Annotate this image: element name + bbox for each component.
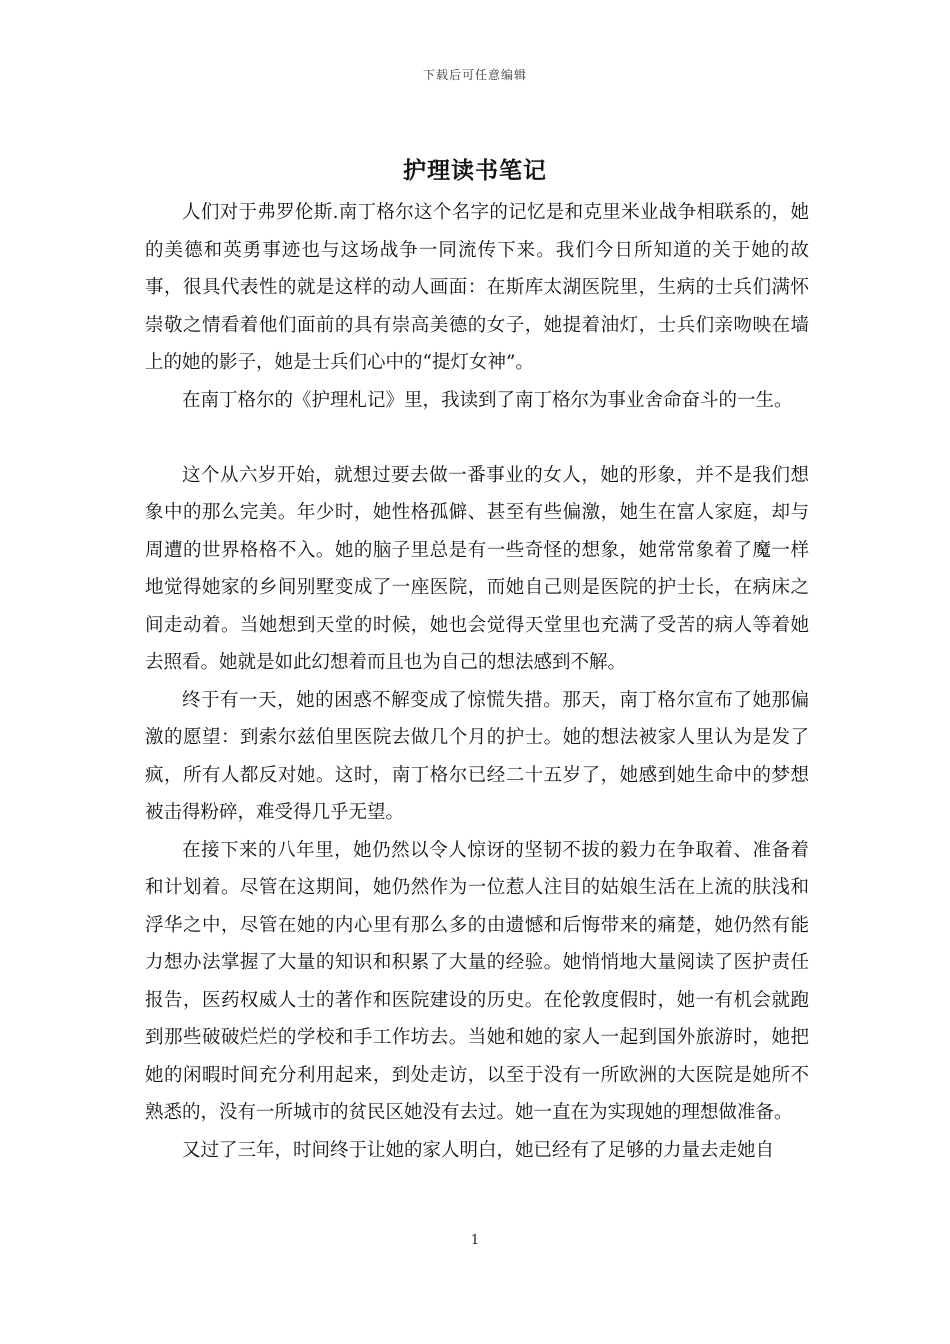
paragraph-spacer [145,419,809,457]
paragraph: 人们对于弗罗伦斯.南丁格尔这个名字的记忆是和克里米业战争相联系的，她的美德和英勇事迹也与这场战争一同流传下来。我们今日所知道的关于她的故事，很具代表性的就是这样的动人画面：在斯库太湖医院里，生病的士兵们满怀崇敬之情看着他们面前的具有崇高美德的女子，她提着油灯，士兵们亲吻映在墙上的她的影子，她是士兵们心中的“提灯女神”。 [145,202,809,373]
paragraph: 又过了三年，时间终于让她的家人明白，她已经有了足够的力量去走她自 [182,1139,775,1161]
document-body [145,194,809,1169]
paragraph: 这个从六岁开始，就想过要去做一番事业的女人，她的形象，并不是我们想象中的那么完美。年少时，她性格孤僻、甚至有些偏激，她生在富人家庭，却与周遭的世界格格不入。她的脑子里总是有一些奇怪的想象，她常常象着了魔一样地觉得她家的乡间别墅变成了一座医院，而她自己则是医院的护士长，在病床之间走动着。当她想到天堂的时候，她也会觉得天堂里也充满了受苦的病人等着她去照看。她就是如此幻想着而且也为自己的想法感到不解。 [145,464,809,673]
paragraph: 终于有一天，她的困惑不解变成了惊慌失措。那天，南丁格尔宣布了她那偏激的愿望：到索尔兹伯里医院去做几个月的护士。她的想法被家人里认为是发了疯，所有人都反对她。这时，南丁格尔已经二十五岁了，她感到她生命中的梦想被击得粉碎，难受得几乎无望。 [145,689,809,823]
paragraph: 在南丁格尔的《护理札记》里，我读到了南丁格尔为事业舍命奋斗的一生。 [182,389,793,411]
paragraph: 在接下来的八年里，她仍然以令人惊讶的坚韧不拔的毅力在争取着、准备着和计划着。尽管在这期间，她仍然作为一位惹人注目的姑娘生活在上流的肤浅和浮华之中，尽管在她的内心里有那么多的由遗憾和后悔带来的痛楚，她仍然有能力想办法掌握了大量的知识和积累了大量的经验。她悄悄地大量阅读了医护责任报告，医药权威人士的著作和医院建设的历史。在伦敦度假时，她一有机会就跑到那些破破烂烂的学校和手工作坊去。当她和她的家人一起到国外旅游时，她把她的闲暇时间充分利用起来，到处走访，以至于没有一所欧洲的大医院是她所不熟悉的，没有一所城市的贫民区她没有去过。她一直在为实现她的理想做准备。 [145,839,809,1123]
document-title: 护理读书笔记 [403,157,547,184]
header-note: 下载后可任意编辑 [422,68,527,82]
page-number: 1 [470,1233,480,1248]
